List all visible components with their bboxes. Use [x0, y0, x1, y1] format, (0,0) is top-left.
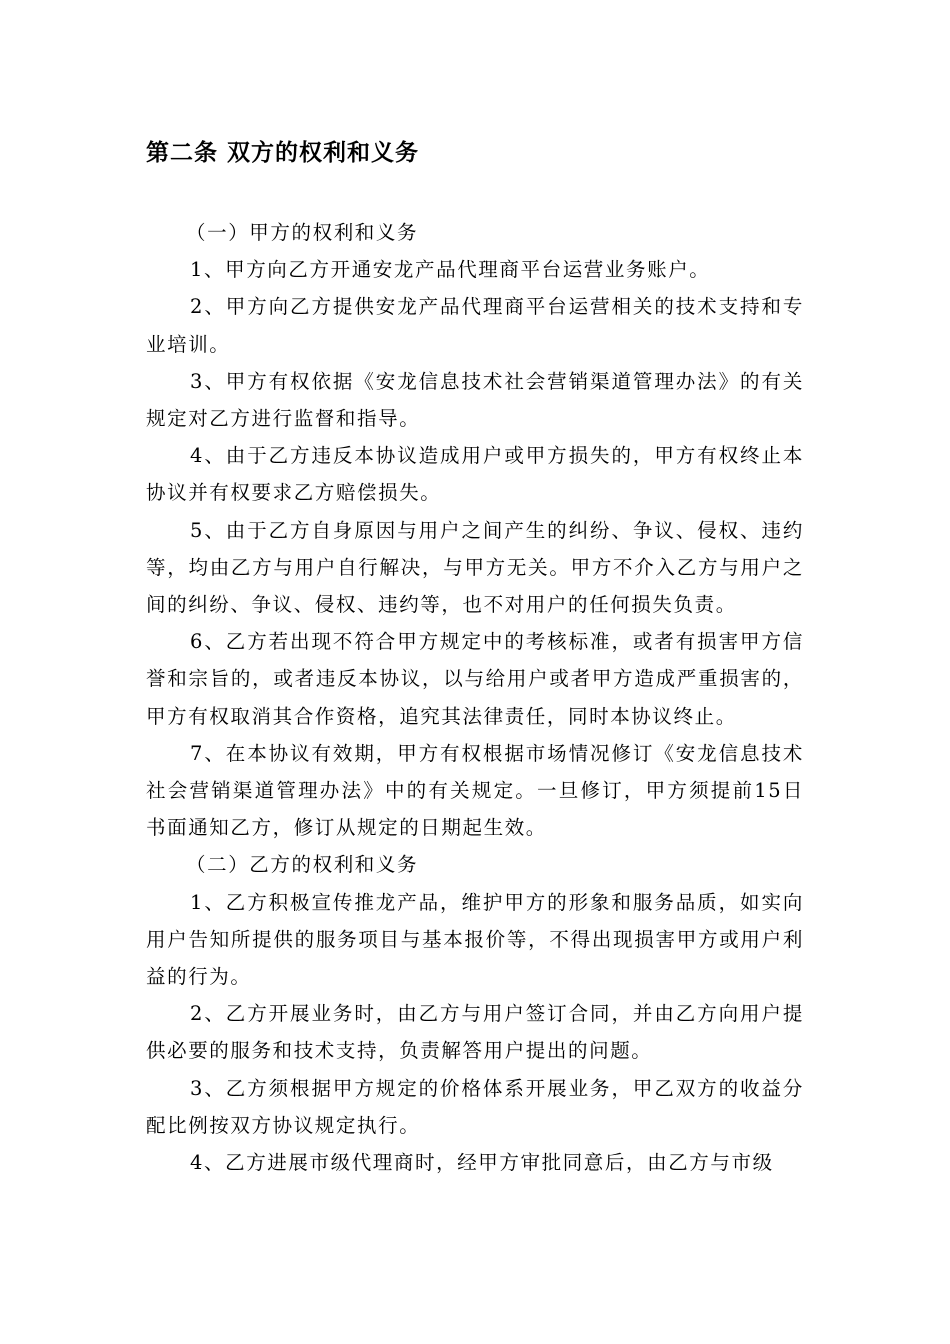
list-item: 4、乙方进展市级代理商时，经甲方审批同意后，由乙方与市级 — [190, 1151, 774, 1175]
section-heading-party-a: （一）甲方的权利和义务 — [186, 221, 419, 244]
list-item: 1、甲方向乙方开通安龙产品代理商平台运营业务账户。 — [190, 258, 711, 282]
list-item: 2、乙方开展业务时，由乙方与用户签订合同，并由乙方向用户提供必要的服务和技术支持，负责解答用户提出的问题。 — [146, 1002, 804, 1063]
section-heading-party-b: （二）乙方的权利和义务 — [186, 853, 419, 877]
list-item: 6、乙方若出现不符合甲方规定中的考核标准，或者有损害甲方信誉和宗旨的，或者违反本协议，以与给用户或者甲方造成严重损害的，甲方有权取消其合作资格，追究其法律责任，同时本协议终止。 — [146, 630, 804, 728]
list-item: 3、甲方有权依据《安龙信息技术社会营销渠道管理办法》的有关规定对乙方进行监督和指导。 — [146, 369, 804, 431]
list-item: 5、由于乙方自身原因与用户之间产生的纠纷、争议、侵权、违约等，均由乙方与用户自行解决，与甲方无关。甲方不介入乙方与用户之间的纠纷、争议、侵权、违约等，也不对用户的任何损失负责。 — [146, 518, 804, 617]
article-title: 第二条 双方的权利和义务 — [146, 139, 420, 166]
list-item: 4、由于乙方违反本协议造成用户或甲方损失的，甲方有权终止本协议并有权要求乙方赔偿损失。 — [146, 444, 804, 505]
document-body — [146, 214, 804, 1181]
list-item: 1、乙方积极宣传推龙产品，维护甲方的形象和服务品质，如实向用户告知所提供的服务项目与基本报价等，不得出现损害甲方或用户利益的行为。 — [146, 890, 804, 989]
list-item: 3、乙方须根据甲方规定的价格体系开展业务，甲乙双方的收益分配比例按双方协议规定执行。 — [146, 1076, 804, 1137]
list-item: 2、甲方向乙方提供安龙产品代理商平台运营相关的技术支持和专业培训。 — [146, 295, 804, 356]
list-item: 7、在本协议有效期，甲方有权根据市场情况修订《安龙信息技术社会营销渠道管理办法》中的有关规定。一旦修订，甲方须提前15日书面通知乙方，修订从规定的日期起生效。 — [146, 741, 804, 840]
